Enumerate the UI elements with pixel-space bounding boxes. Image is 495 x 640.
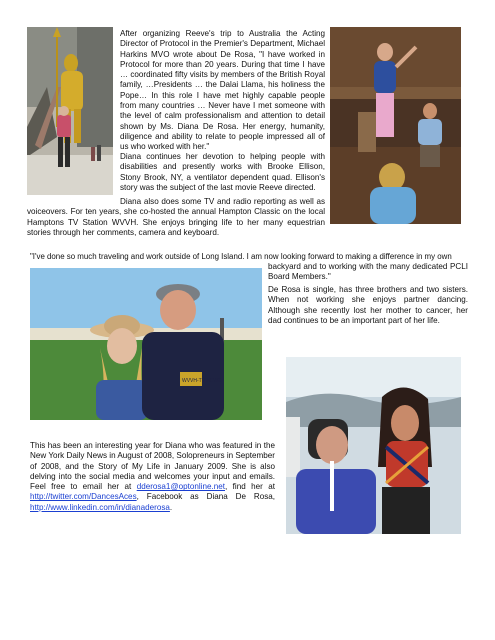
devotion-paragraph: Diana continues her devotion to helping people with disabilities and presently works with Brooke Ellison, Stony Brook, NY, a ventilator dependent quad. Ellison's story was the subject of the last movie Reeve directed. [120, 152, 325, 192]
email-link[interactable]: dderosa1@optonline.net [136, 482, 226, 492]
closing-text-end: . [169, 502, 173, 512]
twitter-link[interactable]: http://twitter.com/DancesAces [30, 492, 137, 502]
quote-line-1: "I've done so much traveling and work outside of Long Island. I am now looking forward to making a difference in my own [30, 252, 452, 261]
personal-paragraph: De Rosa is single, has three brothers and two sisters. When not working she enjoys partner dancing. Although she recently lost her mother to cancer, her dad continues to be an important part of her life. [268, 285, 468, 325]
photo-dancing [330, 27, 461, 224]
closing-text: This has been an interesting year for Diana who was featured in the New York Daily News in August of 2008, Solopreneurs in September of 2008, and the Story of My Life in January 2009. She is also delving into the social media and welcomes your input and emails. Feel free to email her at [30, 441, 275, 492]
tv-badge-text: WVVH-TV NEWS [182, 378, 222, 384]
photo-couple-outdoors [30, 268, 262, 420]
closing-text-facebook: , Facebook as Diana De Rosa, [136, 492, 275, 502]
photo-wheelchair-companion [286, 357, 461, 534]
photo-temple-statue [27, 27, 113, 195]
closing-paragraph [30, 441, 275, 513]
intro-paragraph: After organizing Reeve's trip to Australia the Acting Director of Protocol in the Premier's Department, Michael Harkins MVO wrote about De Rosa, "I have worked in Protocol for more than 20 years. During that time I have … coordinated fifty visits by members of the British Royal family, …Presidents … the Dalai Llama, his holiness the Pope… In this role I have met highly capable people from many countries … Never have I met someone with the level of calm professionalism and attention to detail shown by Ms. Diana De Rosa. Her energy, humanity, diligence and ability to relate to people impressed all of us who worked with her." [120, 29, 325, 152]
closing-text-find: , find her at [225, 482, 275, 492]
tv-paragraph: Diana also does some TV and radio reporting as well as voiceovers. For ten years, she co-hosted the annual Hampton Classic on the local Hamptons TV Station WVVH. She enjoys bringing life to her many equestrian stories through her comments, camera and keyboard. [27, 197, 325, 237]
quote-line-2: backyard and to working with the many dedicated PCLI Board Members." [268, 262, 468, 282]
linkedin-link[interactable]: http://www.linkedin.com/in/dianaderosa [30, 502, 170, 512]
